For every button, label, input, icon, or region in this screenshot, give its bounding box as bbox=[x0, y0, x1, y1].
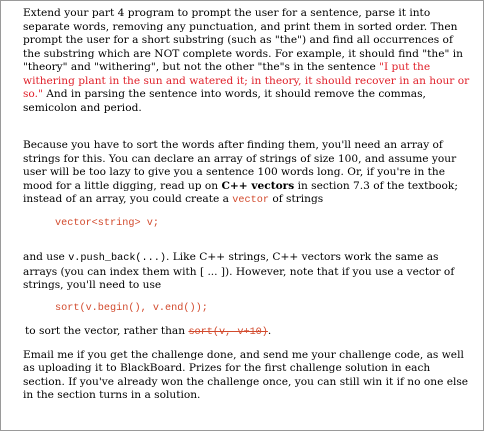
paragraph-arrays bbox=[23, 139, 473, 208]
document-body bbox=[23, 7, 473, 403]
sort-note-text: to sort the vector, rather than bbox=[25, 325, 189, 337]
cpp-vectors-term: C++ vectors bbox=[221, 179, 295, 192]
email-text: Email me if you get the challenge done, and send me your challenge code, as well as uploading it to BlackBoard. Prizes for the first challenge solution in each section. If you've already won the challenge once, you can still win it if no one else in the section turns in a solution. bbox=[23, 348, 469, 401]
example-sentence-quote: "I put the withering plant in the sun and watered it; in theory, it should recover in an hour or so." bbox=[23, 61, 470, 100]
assignment-text: Extend your part 4 program to prompt the user for a sentence, parse it into separate words, removing any punctuation, and print them in sorted order. Then prompt the user for a short substring (such as "the") and find all occurrences of the substring which are NOT complete words. For example, it should find "the" in "theory" and "withering", but not the other "the"s in the sentence bbox=[23, 7, 463, 73]
paragraph-sort-note bbox=[23, 325, 473, 340]
push-back-text: and use bbox=[23, 251, 69, 263]
sort-note-end: . bbox=[267, 325, 272, 337]
arrays-text: Because you have to sort the words after finding them, you'll need an array of strings for this. You can declare an array of strings of size 100, and assume your user will be too lazy to give you a sentence 100 words long. Or, if you're in the mood for a little digging, read up on bbox=[23, 139, 457, 192]
push-back-text-end: . Like C++ strings, C++ vectors work the same as arrays (you can index them with [ ... ]). However, note that if you use a vector of strings, you'll need to use bbox=[23, 251, 455, 291]
vector-inline-code: vector bbox=[232, 195, 269, 206]
assignment-text-end: And in parsing the sentence into words, it should remove the commas, semicolon and period. bbox=[23, 88, 426, 114]
arrays-text-middle: in section 7.3 of the textbook; instead of an array, you could create a bbox=[23, 179, 458, 205]
struck-sort-code: sort(v, v+10) bbox=[188, 327, 268, 338]
code-vector-declaration: vector<string> v; bbox=[55, 217, 159, 229]
code-sort-call: sort(v.begin(), v.end()); bbox=[55, 302, 208, 314]
paragraph-assignment bbox=[23, 7, 473, 115]
push-back-inline-code: v.push_back(...) bbox=[68, 253, 167, 264]
arrays-text-end: of strings bbox=[268, 193, 324, 205]
paragraph-email bbox=[23, 349, 473, 403]
paragraph-push-back bbox=[23, 251, 473, 293]
